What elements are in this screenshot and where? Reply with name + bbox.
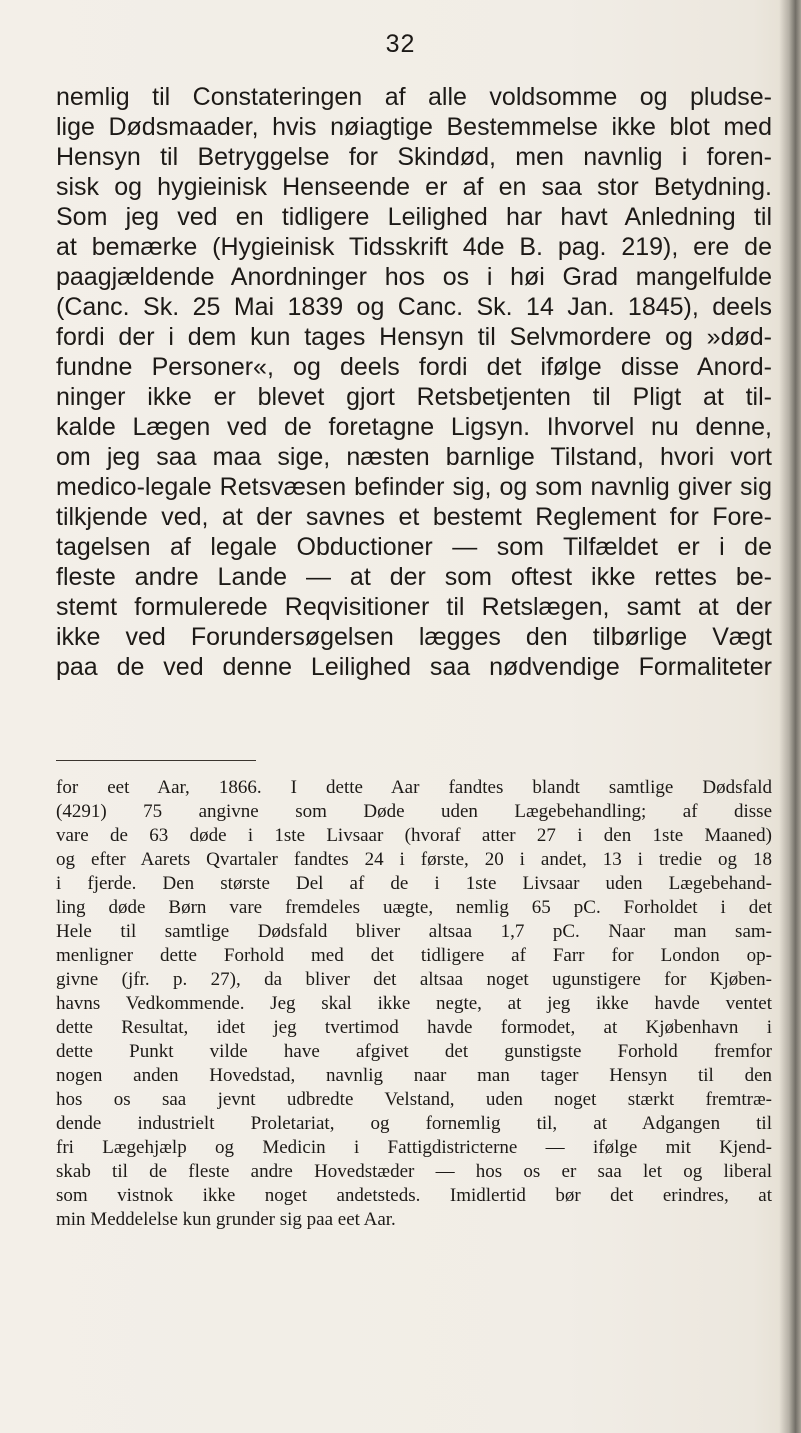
footnote-line: Hele til samtlige Dødsfald bliver altsaa 1,7 pC. Naar man sam- (56, 921, 772, 942)
footnote-line: i fjerde. Den største Del af de i 1ste Livsaar uden Lægebehand- (56, 873, 772, 894)
page-binding-shadow (779, 0, 801, 1433)
footnote-line: givne (jfr. p. 27), da bliver det altsaa noget ugunstigere for Kjøben- (56, 969, 772, 990)
main-text-line: kalde Lægen ved de foretagne Ligsyn. Ihvorvel nu denne, (56, 413, 772, 441)
footnote-block (56, 776, 772, 1232)
footnote-line: dende industrielt Proletariat, og fornemlig til, at Adgangen til (56, 1113, 772, 1134)
footnote-line: og efter Aarets Qvartaler fandtes 24 i første, 20 i andet, 13 i tredie og 18 (56, 849, 772, 870)
main-text-line: fordi der i dem kun tages Hensyn til Selvmordere og »død- (56, 323, 772, 351)
main-text-line: ninger ikke er blevet gjort Retsbetjenten til Pligt at til- (56, 383, 772, 411)
footnote-line: som vistnok ikke noget andetsteds. Imidlertid bør det erindres, at (56, 1185, 772, 1206)
page-number: 32 (385, 30, 416, 58)
main-text-line: ikke ved Forundersøgelsen lægges den tilbørlige Vægt (56, 623, 772, 651)
main-text-line: Hensyn til Betryggelse for Skindød, men navnlig i foren- (56, 143, 772, 171)
main-text-line: medico-legale Retsvæsen befinder sig, og som navnlig giver sig (56, 473, 772, 501)
footnote-line: havns Vedkommende. Jeg skal ikke negte, at jeg ikke havde ventet (56, 993, 772, 1014)
footnote-line: nogen anden Hovedstad, navnlig naar man tager Hensyn til den (56, 1065, 772, 1086)
main-text-block (56, 82, 772, 682)
main-text-line: sisk og hygieinisk Henseende er af en saa stor Betydning. (56, 173, 772, 201)
main-text-line: tagelsen af legale Obductioner — som Tilfældet er i de (56, 533, 772, 561)
main-text-line: om jeg saa maa sige, næsten barnlige Tilstand, hvori vort (56, 443, 772, 471)
main-text-line: Som jeg ved en tidligere Leilighed har havt Anledning til (56, 203, 772, 231)
footnote-line: ling døde Børn vare fremdeles uægte, nemlig 65 pC. Forholdet i det (56, 897, 772, 918)
footnote-line: fri Lægehjælp og Medicin i Fattigdistricterne — ifølge mit Kjend- (56, 1137, 772, 1158)
footnote-line: hos os saa jevnt udbredte Velstand, uden noget stærkt fremtræ- (56, 1089, 772, 1110)
footnote-line: vare de 63 døde i 1ste Livsaar (hvoraf atter 27 i den 1ste Maaned) (56, 825, 772, 846)
footnote-divider (56, 760, 256, 761)
footnote-line: skab til de fleste andre Hovedstæder — hos os er saa let og liberal (56, 1161, 772, 1182)
footnote-line: dette Punkt vilde have afgivet det gunstigste Forhold fremfor (56, 1041, 772, 1062)
footnote-line: for eet Aar, 1866. I dette Aar fandtes blandt samtlige Dødsfald (56, 777, 772, 798)
footnote-line: menligner dette Forhold med det tidligere af Farr for London op- (56, 945, 772, 966)
main-text-line: (Canc. Sk. 25 Mai 1839 og Canc. Sk. 14 Jan. 1845), deels (56, 293, 772, 321)
main-text-line: fundne Personer«, og deels fordi det ifølge disse Anord- (56, 353, 772, 381)
footnote-line: min Meddelelse kun grunder sig paa eet Aar. (56, 1209, 396, 1230)
main-text-line: nemlig til Constateringen af alle voldsomme og pludse- (56, 83, 772, 111)
main-text-line: stemt formulerede Reqvisitioner til Retslægen, samt at der (56, 593, 772, 621)
main-text-line: fleste andre Lande — at der som oftest ikke rettes be- (56, 563, 772, 591)
footnote-line: (4291) 75 angivne som Døde uden Lægebehandling; af disse (56, 801, 772, 822)
main-text-line: at bemærke (Hygieinisk Tidsskrift 4de B. pag. 219), ere de (56, 233, 772, 261)
main-text-line: paa de ved denne Leilighed saa nødvendige Formaliteter (56, 653, 772, 681)
main-text-line: lige Dødsmaader, hvis nøiagtige Bestemmelse ikke blot med (56, 113, 772, 141)
footnote-line: dette Resultat, idet jeg tvertimod havde formodet, at Kjøbenhavn i (56, 1017, 772, 1038)
main-text-line: tilkjende ved, at der savnes et bestemt Reglement for Fore- (56, 503, 772, 531)
main-text-line: paagjældende Anordninger hos os i høi Grad mangelfulde (56, 263, 772, 291)
